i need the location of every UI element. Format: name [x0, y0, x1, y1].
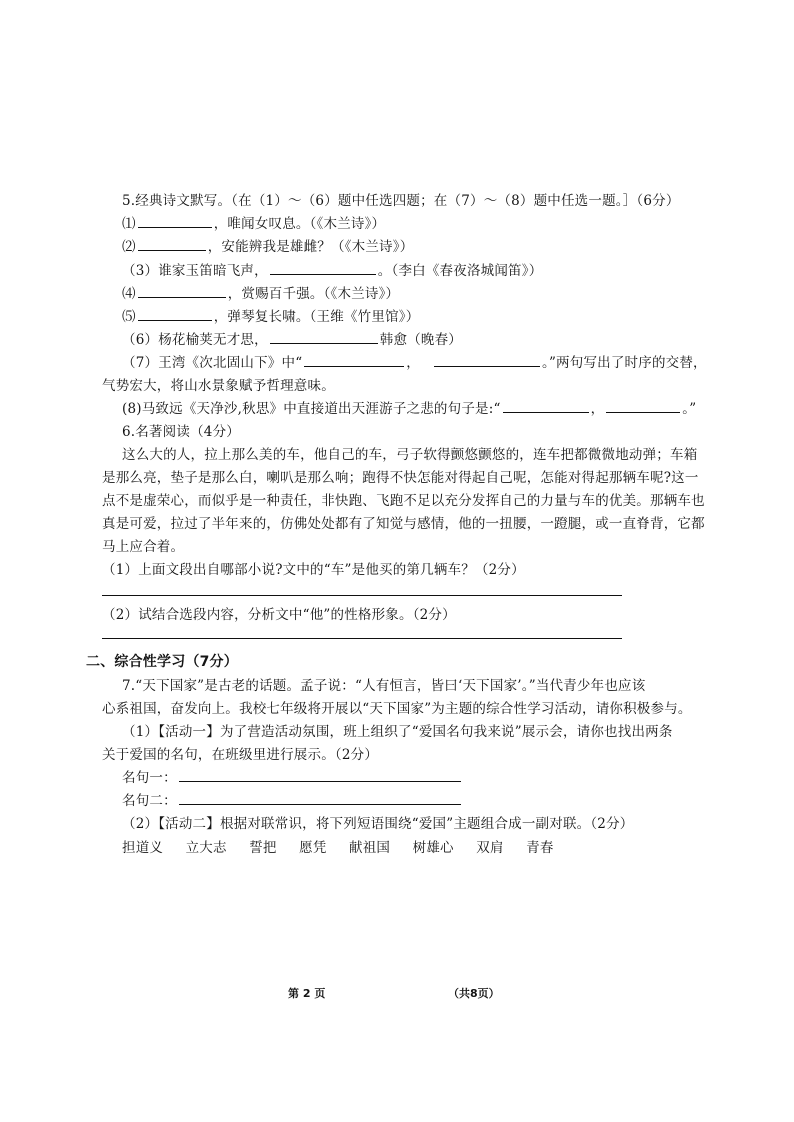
section-heading: 二、综合性学习（7分） — [86, 654, 238, 670]
phrase-item: 担道义 — [122, 840, 164, 856]
q5-item-5: ⑸ ，弹琴复长啸。（王维《竹里馆》） — [122, 309, 420, 325]
q7-text-line: 关于爱国的名句，在班级里进行展示。（2分） — [102, 747, 379, 763]
quote-2-answer-line[interactable] — [179, 791, 461, 805]
answer-blank[interactable] — [138, 284, 226, 298]
q5-item-8: (8)马致远《天净沙,秋思》中直接道出天涯游子之悲的句子是:“ ， 。” — [122, 401, 697, 417]
q5-item-4: ⑷ ，赏赐百千强。（《木兰诗》） — [122, 286, 400, 302]
phrase-item: 愿凭 — [299, 840, 327, 856]
answer-blank[interactable] — [304, 353, 404, 367]
q7-text-line: （1）【活动一】为了营造活动氛围，班上组织了“爱国名句我来说”展示会，请你也找出两条 — [122, 724, 673, 740]
phrase-item: 誓把 — [249, 840, 277, 856]
answer-blank[interactable] — [434, 353, 540, 367]
q6-passage-line: 真是可爱，拉过了半年来的，仿佛处处都有了知觉与感情，他的一扭腰，一蹬腿，或一直脊背，它都 — [102, 516, 705, 532]
q5-item-1: ⑴ ，唯闻女叹息。（《木兰诗》） — [122, 216, 386, 232]
answer-blank[interactable] — [138, 214, 212, 228]
phrase-item: 献祖国 — [349, 840, 391, 856]
answer-blank[interactable] — [138, 307, 212, 321]
answer-blank[interactable] — [270, 261, 376, 275]
q6-passage-line: 点不是虚荣心，而似乎是一种责任，非快跑、飞跑不足以充分发挥自己的力量与车的优美。那辆车也 — [102, 493, 705, 509]
page-total: （共8页） — [448, 987, 500, 1000]
phrase-list — [122, 838, 572, 858]
phrase-item: 青春 — [526, 840, 554, 856]
q6-passage-line: 是那么亮，垫子是那么白，喇叭是那么响；跑得不快怎能对得起自己呢，怎能对得起那辆车呢?这一 — [102, 470, 699, 486]
quote-2-label: 名句二： — [122, 793, 177, 809]
answer-blank[interactable] — [270, 330, 378, 344]
q6-passage-line: 这么大的人，拉上那么美的车，他自己的车，弓子软得颤悠颤悠的，连车把都微微地动弹；车箱 — [122, 447, 698, 463]
quote-1-row — [122, 768, 463, 788]
answer-blank[interactable] — [138, 237, 206, 251]
q5-item-7-continuation: 气势宏大，将山水景象赋予哲理意味。 — [102, 378, 335, 394]
q6-title: 6.名著阅读（4分） — [122, 424, 240, 440]
q5-item-7: （7）王湾《次北固山下》中“ ， 。”两句写出了时序的交替， — [122, 355, 707, 371]
q6-passage-line: 马上应合着。 — [102, 539, 185, 555]
quote-1-answer-line[interactable] — [179, 768, 461, 782]
activity-2-text: （2）【活动二】根据对联常识，将下列短语围绕“爱国”主题组合成一副对联。（2分） — [122, 816, 634, 832]
q6-subquestion-2: （2）试结合选段内容，分析文中“他”的性格形象。（2分） — [102, 607, 456, 623]
phrase-item: 双肩 — [476, 840, 504, 856]
page-number: 第 2 页 — [288, 987, 326, 1000]
quote-2-row — [122, 791, 463, 811]
q7-text-line: 7.“天下国家”是古老的话题。孟子说：“人有恒言，皆曰‘天下国家’。”当代青少年也应该 — [122, 678, 646, 694]
q5-item-6: （6）杨花榆荚无才思， 韩愈（晚春） — [122, 332, 462, 348]
q5-item-2: ⑵ ，安能辨我是雄雌？（《木兰诗》） — [122, 239, 414, 255]
answer-line[interactable] — [102, 638, 622, 639]
q7-text-line: 心系祖国，奋发向上。我校七年级将开展以“天下国家”为主题的综合性学习活动，请你积极参与。 — [102, 701, 692, 717]
answer-blank[interactable] — [503, 399, 589, 413]
quote-1-label: 名句一： — [122, 770, 177, 786]
answer-blank[interactable] — [606, 399, 680, 413]
q5-title: 5.经典诗文默写。（在（1）～（6）题中任选四题；在（7）～（8）题中任选一题。］（6分） — [122, 193, 680, 209]
phrase-item: 立大志 — [185, 840, 227, 856]
q6-subquestion-1: （1）上面文段出自哪部小说?文中的“车”是他买的第几辆车？（2分） — [102, 562, 525, 578]
phrase-item: 树雄心 — [412, 840, 454, 856]
q5-item-3: （3）谁家玉笛暗飞声， 。（李白《春夜洛城闻笛》） — [122, 263, 543, 279]
answer-line[interactable] — [102, 595, 622, 596]
